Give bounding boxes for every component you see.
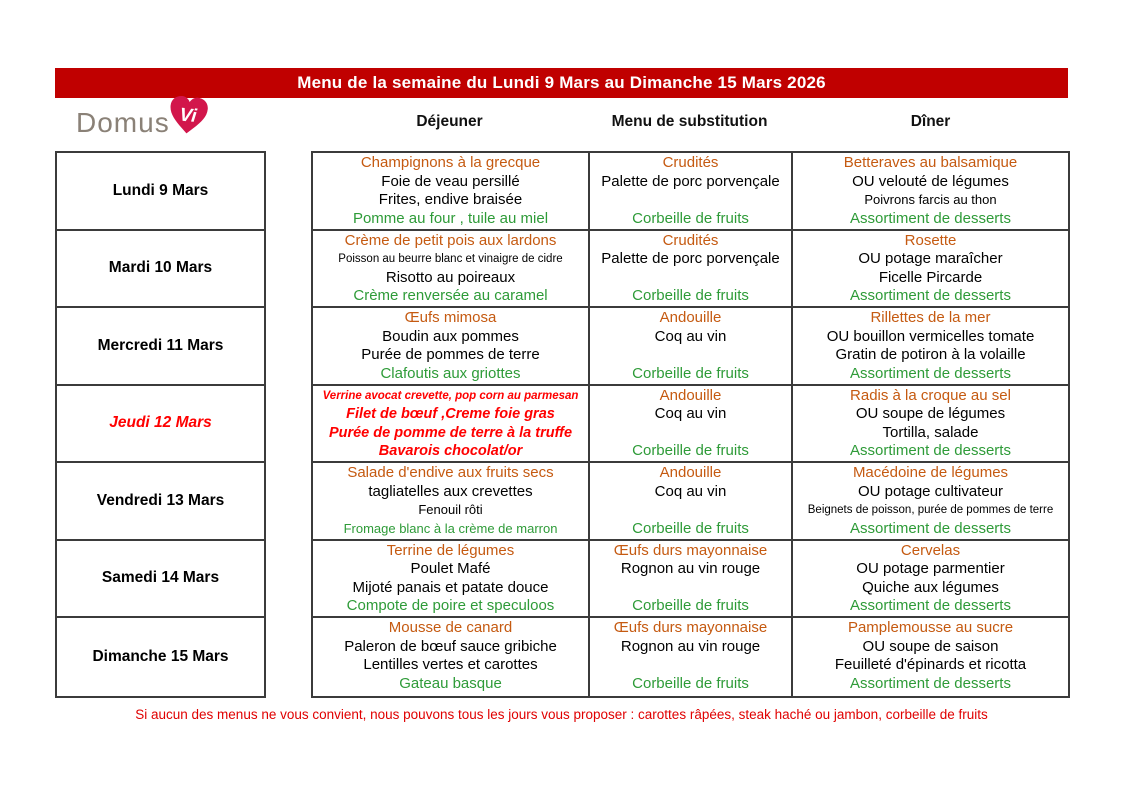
day-label: Mercredi 11 Mars xyxy=(57,308,264,386)
menu-item: Œufs durs mayonnaise xyxy=(613,541,768,559)
header-dejeuner: Déjeuner xyxy=(416,113,483,130)
menu-item: Poulet Mafé xyxy=(410,560,491,578)
title-banner xyxy=(55,68,1068,98)
menu-item: Corbeille de fruits xyxy=(632,597,749,615)
menu-item: Assortiment de desserts xyxy=(850,209,1011,227)
menu-item: Assortiment de desserts xyxy=(850,287,1011,305)
menu-item: Champignons à la grecque xyxy=(360,154,541,171)
menu-item: Radis à la croque au sel xyxy=(850,386,1011,404)
menu-item: Corbeille de fruits xyxy=(632,519,749,537)
menu-cell xyxy=(793,153,1068,231)
menu-item: Poisson au beurre blanc et vinaigre de cidre xyxy=(338,253,563,266)
menu-cell xyxy=(313,541,590,619)
menu-item: Betteraves au balsamique xyxy=(843,154,1018,171)
menu-item xyxy=(590,346,791,365)
menu-item: Andouille xyxy=(659,309,722,326)
footer xyxy=(55,706,1068,724)
menu-item: Rillettes de la mer xyxy=(870,309,991,326)
menu-cell xyxy=(313,386,590,464)
menu-item: Purée de pommes de terre xyxy=(361,346,540,364)
menu-item: Beignets de poisson, purée de pommes de terre xyxy=(807,504,1054,517)
menu-item: Palette de porc porvençale xyxy=(601,250,780,268)
menu-cell xyxy=(793,463,1068,541)
domusvi-logo xyxy=(76,100,209,146)
menu-cell xyxy=(590,386,793,464)
menu-item: Purée de pomme de terre à la truffe xyxy=(328,424,573,441)
menu-item: Pamplemousse au sucre xyxy=(847,619,1014,636)
day-label: Vendredi 13 Mars xyxy=(57,463,264,541)
menu-item: OU potage parmentier xyxy=(856,560,1005,578)
column-headers xyxy=(311,110,1070,134)
menu-item: Rosette xyxy=(904,231,957,249)
brand-name: Domus xyxy=(76,107,170,138)
menu-item: Boudin aux pommes xyxy=(382,327,519,345)
menu-item: Feuilleté d'épinards et ricotta xyxy=(834,656,1027,674)
menu-item: Gateau basque xyxy=(399,674,502,692)
menu-item: Paleron de bœuf sauce gribiche xyxy=(344,637,557,655)
menu-cell xyxy=(313,308,590,386)
menu-item: Poivrons farcis au thon xyxy=(864,192,997,208)
footer-note: Si aucun des menus ne vous convient, nous pouvons tous les jours vous proposer : carottes râpées, steak haché ou jambon, corbeille de fruits xyxy=(135,707,988,722)
menu-item: Coq au vin xyxy=(654,327,727,345)
menu-item: OU soupe de légumes xyxy=(855,405,1006,423)
menu-item: tagliatelles aux crevettes xyxy=(368,482,533,500)
menu-item: Quiche aux légumes xyxy=(862,578,999,596)
menu-item: Andouille xyxy=(659,464,722,481)
menu-item xyxy=(590,424,791,443)
menu-cell xyxy=(590,231,793,309)
day-label: Mardi 10 Mars xyxy=(57,231,264,309)
menu-cell xyxy=(793,618,1068,696)
menu-cell xyxy=(590,153,793,231)
menu-item: Terrine de légumes xyxy=(386,541,515,559)
day-label: Dimanche 15 Mars xyxy=(92,647,229,665)
menu-grid xyxy=(311,151,1070,698)
menu-cell xyxy=(590,308,793,386)
menu-cell xyxy=(793,386,1068,464)
menu-cell xyxy=(793,308,1068,386)
menu-item: Bavarois chocolat/or xyxy=(378,443,523,460)
header-diner: Dîner xyxy=(910,113,951,130)
menu-item: Pomme au four , tuile au miel xyxy=(352,209,549,227)
menu-item: OU bouillon vermicelles tomate xyxy=(826,327,1035,345)
menu-cell xyxy=(313,463,590,541)
menu-item: Verrine avocat crevette, pop corn au parmesan xyxy=(322,389,579,402)
menu-item xyxy=(590,191,791,210)
menu-cell xyxy=(313,231,590,309)
menu-item: Frites, endive braisée xyxy=(378,191,523,209)
menu-item: Œufs durs mayonnaise xyxy=(613,619,768,636)
menu-item: Rognon au vin rouge xyxy=(620,637,761,655)
menu-item xyxy=(590,269,791,288)
menu-item: Cervelas xyxy=(900,541,961,559)
menu-item: Macédoine de légumes xyxy=(852,464,1009,481)
menu-cell xyxy=(313,618,590,696)
menu-item: Palette de porc porvençale xyxy=(601,172,780,190)
menu-item: Assortiment de desserts xyxy=(850,519,1011,537)
menu-item: Assortiment de desserts xyxy=(850,674,1011,692)
menu-item: Compote de poire et speculoos xyxy=(346,597,555,615)
menu-item: Foie de veau persillé xyxy=(381,172,520,190)
menu-item xyxy=(590,656,791,675)
day-column xyxy=(55,151,266,698)
menu-item: Lentilles vertes et carottes xyxy=(363,656,538,674)
menu-cell xyxy=(313,153,590,231)
menu-item: Mijoté panais et patate douce xyxy=(352,578,549,596)
day-label: Lundi 9 Mars xyxy=(57,153,264,231)
menu-item: Coq au vin xyxy=(654,405,727,423)
menu-item: Corbeille de fruits xyxy=(632,209,749,227)
day-label: Jeudi 12 Mars xyxy=(57,386,264,464)
menu-item: Crudités xyxy=(662,154,719,171)
menu-item: Crème de petit pois aux lardons xyxy=(344,231,557,249)
menu-item: Rognon au vin rouge xyxy=(620,560,761,578)
menu-item: Crème renversée au caramel xyxy=(353,287,548,305)
menu-item: OU velouté de légumes xyxy=(852,172,1009,190)
menu-item: OU potage maraîcher xyxy=(858,250,1003,268)
menu-cell xyxy=(590,541,793,619)
menu-cell xyxy=(793,541,1068,619)
menu-item: Œufs mimosa xyxy=(404,309,497,326)
menu-item: Corbeille de fruits xyxy=(632,364,749,382)
menu-item: Assortiment de desserts xyxy=(850,597,1011,615)
menu-item xyxy=(590,579,791,598)
menu-item: OU potage cultivateur xyxy=(857,482,1004,500)
menu-item: Filet de bœuf ,Creme foie gras xyxy=(346,406,555,423)
menu-item: Crudités xyxy=(662,231,719,249)
menu-item: Corbeille de fruits xyxy=(632,287,749,305)
svg-text:Vi: Vi xyxy=(178,102,198,126)
menu-item: Risotto au poireaux xyxy=(385,268,516,286)
menu-cell xyxy=(590,618,793,696)
menu-cell xyxy=(793,231,1068,309)
menu-item: Assortiment de desserts xyxy=(850,364,1011,382)
menu-item xyxy=(590,501,791,520)
menu-item: Assortiment de desserts xyxy=(850,442,1011,460)
day-label: Samedi 14 Mars xyxy=(57,541,264,619)
menu-item: Clafoutis aux griottes xyxy=(380,364,521,382)
menu-item: Mousse de canard xyxy=(388,619,513,636)
menu-cell xyxy=(590,463,793,541)
menu-item: Coq au vin xyxy=(654,482,727,500)
menu-item: Tortilla, salade xyxy=(882,423,979,441)
menu-item: Fenouil rôti xyxy=(418,502,483,518)
page-title: Menu de la semaine du Lundi 9 Mars au Dimanche 15 Mars 2026 xyxy=(297,73,826,92)
menu-item: Corbeille de fruits xyxy=(632,674,749,692)
menu-item: Ficelle Pircarde xyxy=(878,268,983,286)
menu-item: Corbeille de fruits xyxy=(632,442,749,460)
heart-icon xyxy=(164,92,211,143)
menu-item: Andouille xyxy=(659,386,722,404)
header-substitution: Menu de substitution xyxy=(611,113,768,130)
menu-item: Fromage blanc à la crème de marron xyxy=(343,520,558,536)
menu-item: Salade d'endive aux fruits secs xyxy=(347,464,554,481)
menu-item: Gratin de potiron à la volaille xyxy=(835,346,1026,364)
menu-item: OU soupe de saison xyxy=(862,637,999,655)
